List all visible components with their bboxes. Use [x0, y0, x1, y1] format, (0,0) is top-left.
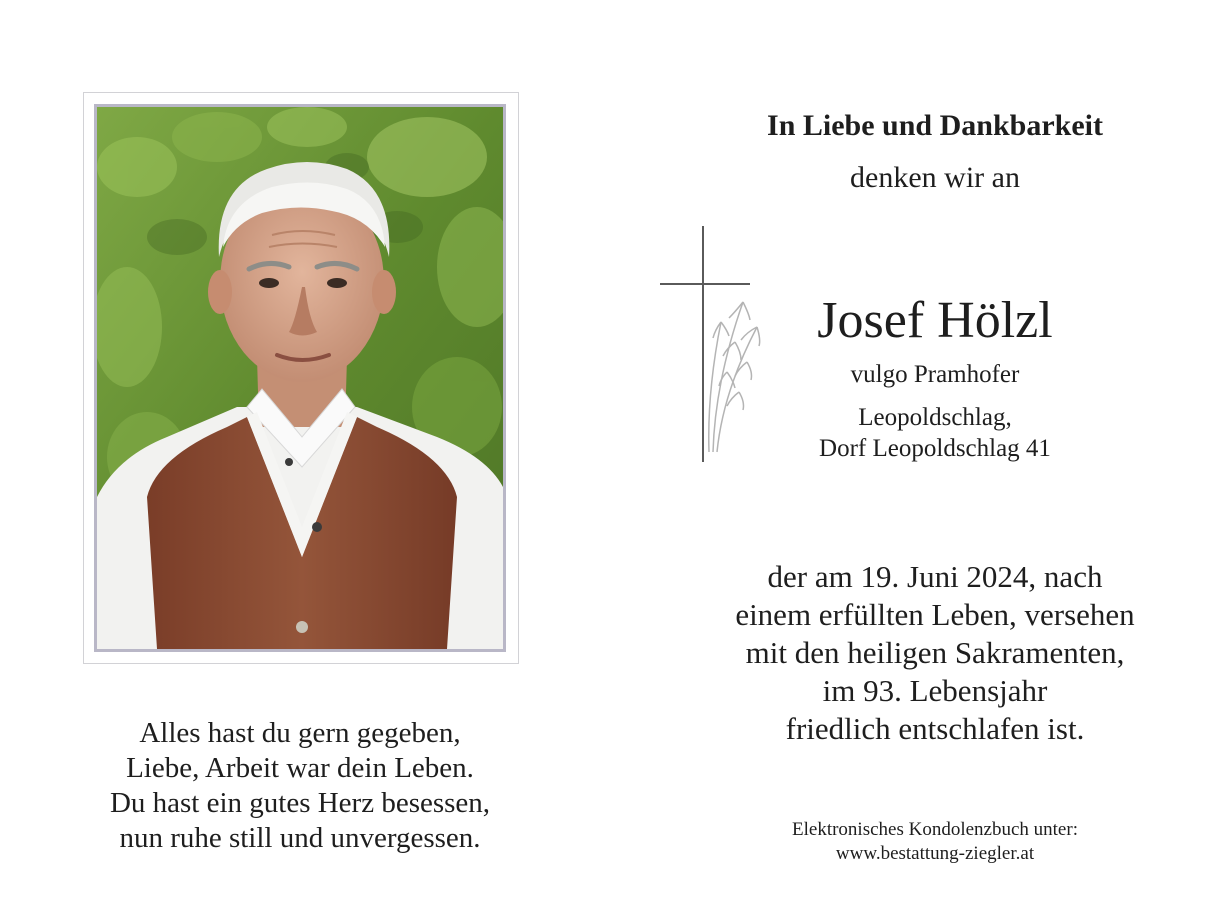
- memorial-subheading: denken wir an: [850, 161, 1020, 194]
- poem: [60, 716, 540, 856]
- message-line: mit den heiligen Sakramenten,: [745, 635, 1125, 670]
- deceased-name: Josef Hölzl: [817, 292, 1053, 349]
- portrait-frame: [83, 92, 519, 664]
- message-line: einem erfüllten Leben, versehen: [735, 597, 1135, 632]
- condolence-url: www.bestattung-ziegler.at: [835, 843, 1035, 864]
- message-line: der am 19. Juni 2024, nach: [767, 559, 1103, 594]
- message-line: friedlich entschlafen ist.: [785, 711, 1085, 746]
- deceased-vulgo: vulgo Pramhofer: [850, 361, 1020, 388]
- condolence-info: [640, 818, 1230, 866]
- poem-line: Liebe, Arbeit war dein Leben.: [126, 752, 474, 784]
- cross-with-wheat-icon: [655, 222, 775, 467]
- deceased-address: [780, 402, 1090, 464]
- message-line: im 93. Lebensjahr: [822, 673, 1048, 708]
- poem-line: Alles hast du gern gegeben,: [139, 717, 461, 749]
- deceased-info: [780, 290, 1090, 464]
- poem-line: nun ruhe still und unvergessen.: [119, 822, 481, 854]
- death-message: [640, 558, 1230, 748]
- address-line: Leopoldschlag,: [858, 404, 1012, 431]
- memorial-heading: In Liebe und Dankbarkeit: [767, 109, 1103, 142]
- address-line: Dorf Leopoldschlag 41: [819, 435, 1051, 462]
- poem-line: Du hast ein gutes Herz besessen,: [109, 787, 491, 819]
- condolence-label: Elektronisches Kondolenzbuch unter:: [792, 819, 1078, 840]
- portrait-photo: [94, 104, 506, 652]
